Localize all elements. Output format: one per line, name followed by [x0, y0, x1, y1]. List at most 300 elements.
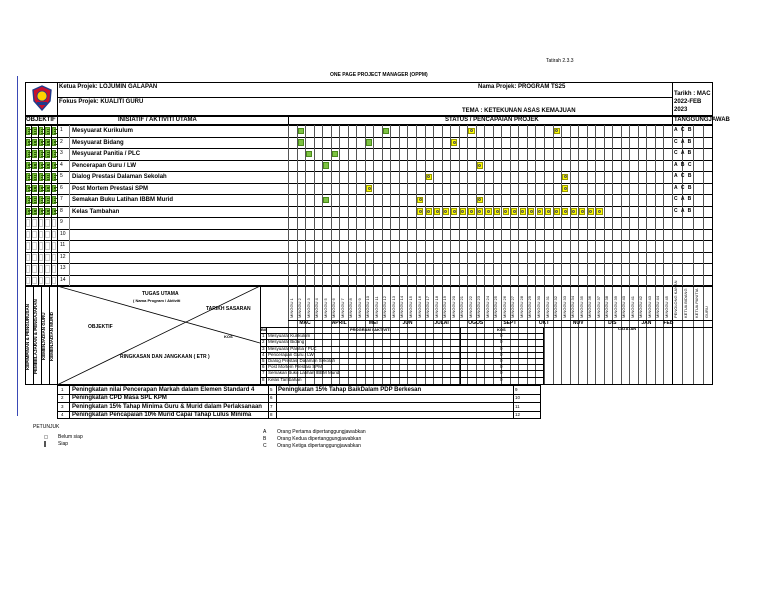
week-label: MINGGU 22 [467, 295, 473, 318]
schedule-pending-mark [537, 208, 543, 215]
schedule-pending-mark [579, 208, 585, 215]
schedule-done-mark [323, 162, 329, 169]
objective-mark [52, 139, 56, 147]
objective-mark [39, 185, 43, 193]
objective-mark [45, 173, 49, 181]
pending-dot-icon [453, 210, 456, 213]
week-label: MINGGU 30 [535, 295, 541, 318]
week-label: MINGGU 45 [663, 295, 669, 318]
week-label: MINGGU 8 [348, 298, 354, 318]
activity-responsibility: C A B [674, 207, 693, 214]
objective-mark [52, 185, 56, 193]
week-label: MINGGU 20 [450, 295, 456, 318]
activity-row-line [25, 275, 713, 276]
objective-label: OBJEKTIF [88, 324, 113, 330]
activity-number: 3 [60, 150, 63, 156]
schedule-pending-mark [511, 208, 517, 215]
week-label: MINGGU 34 [570, 295, 576, 318]
schedule-pending-mark [596, 208, 602, 215]
pending-dot-icon [581, 210, 584, 213]
objective-mark-inner [28, 210, 30, 215]
schedule-pending-mark [477, 208, 483, 215]
objective-mark [26, 185, 30, 193]
schedule-done-mark [383, 128, 389, 135]
left-vertical-div [33, 286, 34, 385]
objective-mark [32, 196, 36, 204]
activity-name: Post Mortem Prestasi SPM [72, 185, 149, 192]
objective-mark [52, 265, 56, 273]
activity-row-line [25, 183, 713, 184]
schedule-pending-mark [443, 208, 449, 215]
objective-mark [39, 265, 43, 273]
objective-mark-inner [41, 187, 43, 192]
activity-name: Pencerapan Guru / LW [72, 162, 137, 169]
cost-row-value: 0 [500, 345, 503, 351]
month-label: NOV [572, 320, 584, 326]
activity-name: Semakan Buku Latihan IBBM Murid [72, 197, 174, 203]
target-num-3: 10 [515, 395, 521, 400]
objective-mark [45, 162, 49, 170]
main-task-label: TUGAS UTAMA [142, 291, 179, 297]
schedule-pending-mark [494, 208, 500, 215]
objective-mark-inner [47, 175, 49, 180]
week-label: MINGGU 33 [561, 295, 567, 318]
pending-dot-icon [572, 210, 575, 213]
week-label: MINGGU 25 [493, 295, 499, 318]
schedule-pending-mark [468, 208, 474, 215]
week-label: MINGGU 24 [484, 295, 490, 318]
cost-row-name: Mesyuarat Panitia / PLC [268, 345, 317, 351]
objective-mark-inner [47, 164, 49, 169]
pending-dot-icon [538, 210, 541, 213]
cost-row-num: 1 [262, 333, 265, 339]
week-label: MINGGU 37 [595, 295, 601, 318]
objective-mark-inner [41, 141, 43, 146]
objective-mark [32, 277, 36, 285]
objective-mark-inner [47, 198, 49, 203]
project-name: Nama Projek: PROGRAM TS25 [478, 84, 566, 90]
col-div-1 [57, 116, 58, 125]
objective-mark-inner [41, 210, 43, 215]
page-margin-line [17, 76, 18, 416]
schedule-pending-mark [417, 197, 423, 204]
objective-mark [32, 265, 36, 273]
schedule-pending-mark [528, 208, 534, 215]
objective-mark [45, 265, 49, 273]
objective-mark-inner [54, 175, 56, 180]
cost-row-name: Pencerapan Guru / LW [268, 351, 314, 357]
objective-mark [45, 231, 49, 239]
target-text-2: Peningkatan 15% Tahap BaikDalam PDP Berkesan [278, 386, 422, 393]
objective-mark [26, 173, 30, 181]
schedule-pending-mark [562, 185, 568, 192]
activity-number: 8 [60, 207, 63, 214]
cost-row-name: Semakan Buku Latihan IBBM Murid [268, 370, 340, 376]
pending-dot-icon [496, 210, 499, 213]
objective-mark [32, 219, 36, 227]
objective-mark [52, 219, 56, 227]
pending-dot-icon [427, 175, 430, 178]
objective-mark [39, 242, 43, 250]
objective-mark [39, 277, 43, 285]
cost-row-num: 3 [262, 345, 265, 351]
schedule-done-mark [332, 151, 338, 158]
target-num-3: 11 [515, 403, 520, 409]
objective-mark-inner [54, 164, 56, 169]
target-num: 4 [61, 412, 64, 417]
schedule-pending-mark [417, 208, 423, 215]
activity-number: 9 [60, 219, 63, 225]
project-date: Tarikh : MAC 2022-FEB 2023 [674, 91, 711, 113]
resp-header-label: PENOLONG KANAN [673, 280, 678, 318]
week-label: MINGGU 19 [442, 295, 448, 318]
legend-done-swatch [44, 441, 46, 447]
objective-mark-inner [47, 129, 49, 134]
week-label: MINGGU 23 [476, 295, 482, 318]
cost-row-num: 6 [262, 364, 265, 370]
objective-mark [26, 196, 30, 204]
activity-number: 2 [60, 138, 63, 145]
schedule-pending-mark [485, 208, 491, 215]
pending-dot-icon [547, 210, 550, 213]
pending-dot-icon [555, 129, 558, 132]
objective-mark-inner [34, 187, 36, 192]
left-vertical-label: KEMENJADIAN MURID [49, 312, 54, 362]
objective-mark-inner [47, 152, 49, 157]
cost-row-value: 0 [500, 364, 503, 370]
target-num: 1 [61, 386, 64, 392]
schedule-pending-mark [460, 208, 466, 215]
objective-mark-inner [34, 164, 36, 169]
month-label: MEI [368, 320, 378, 326]
week-label: MINGGU 27 [510, 295, 516, 318]
objective-mark [26, 277, 30, 285]
cost-row-num: 2 [262, 339, 265, 345]
week-label: MINGGU 44 [655, 295, 661, 318]
activity-responsibility: C A B [674, 150, 693, 156]
header-divider-row [57, 97, 672, 98]
pending-dot-icon [564, 175, 567, 178]
cost-row-name: Mesyuarat Kurikulum [268, 333, 311, 339]
legend-code-c: C [263, 443, 267, 449]
cost-row-num: 5 [262, 358, 265, 363]
month-label: JULAI [434, 320, 449, 326]
header-divider-logo [57, 82, 58, 116]
objective-mark [45, 139, 49, 147]
left-vertical-div [49, 286, 50, 385]
objective-mark-inner [28, 175, 30, 180]
objective-mark [32, 208, 36, 216]
schedule-pending-mark [545, 208, 551, 215]
week-label: MINGGU 43 [646, 295, 652, 318]
week-label: MINGGU 9 [356, 298, 362, 318]
cost-row-name: Dialog Prestasi Dalaman Sekolah [268, 358, 336, 363]
cost-row-value: 0 [500, 351, 503, 357]
month-label: DIS [608, 320, 617, 326]
cost-head-program: PROGRAM / AKTIVITI [350, 327, 391, 332]
activity-number: 10 [60, 230, 66, 237]
week-label: MINGGU 12 [382, 295, 388, 318]
objective-mark-inner [34, 175, 36, 180]
objective-mark [52, 231, 56, 239]
objective-mark [52, 196, 56, 204]
objective-mark [52, 127, 56, 135]
schedule-pending-mark [588, 208, 594, 215]
cost-head-num: Bil [261, 327, 267, 332]
week-label: MINGGU 2 [297, 298, 303, 318]
schedule-pending-mark [571, 208, 577, 215]
target-text: Peningkatan 15% Tahap Minima Guru & Murid dalam Perlaksanaan [72, 403, 262, 410]
week-label: MINGGU 31 [544, 295, 550, 318]
activity-row-line [25, 252, 713, 253]
activity-number: 4 [60, 161, 63, 168]
objective-mark [39, 150, 43, 158]
school-logo [31, 85, 53, 111]
target-num-2: 5 [270, 386, 273, 392]
doc-title: ONE PAGE PROJECT MANAGER (OPPM) [330, 72, 428, 78]
objective-mark-inner [28, 141, 30, 146]
week-label: MINGGU 29 [527, 295, 533, 318]
week-label: MINGGU 11 [373, 296, 379, 318]
schedule-pending-mark [554, 208, 560, 215]
objective-mark [39, 196, 43, 204]
activity-row-line [25, 206, 713, 207]
schedule-done-mark [298, 128, 304, 135]
pending-dot-icon [478, 198, 481, 201]
objective-mark-inner [54, 141, 56, 146]
schedule-pending-mark [426, 174, 432, 181]
week-label: MINGGU 32 [553, 295, 559, 318]
pending-dot-icon [419, 210, 422, 213]
objective-mark [45, 185, 49, 193]
month-label: MAC [299, 320, 311, 326]
week-label: MINGGU 3 [305, 298, 311, 318]
target-num-2: 7 [270, 403, 273, 409]
activity-number: 7 [60, 196, 63, 202]
cost-row-num: 7 [262, 370, 265, 376]
schedule-done-mark [298, 139, 304, 146]
legend-code-c-text: Orang Ketiga dipertanggungjawabkan [277, 443, 361, 449]
pending-dot-icon [487, 210, 490, 213]
objective-mark [52, 150, 56, 158]
week-label: MINGGU 15 [407, 295, 413, 318]
objective-mark [45, 254, 49, 262]
schedule-done-mark [366, 139, 372, 146]
legend-title: PETUNJUK [33, 424, 60, 430]
target-text: Peningkatan nilai Pencerapan Markah dalam Elemen Standard 4 [72, 386, 255, 393]
schedule-pending-mark [366, 185, 372, 192]
objective-mark [26, 139, 30, 147]
target-num-3: 12 [515, 412, 521, 417]
objective-mark [39, 219, 43, 227]
cost-row-value: 0 [500, 370, 503, 376]
week-label: MINGGU 40 [621, 295, 627, 318]
activity-name: Dialog Prestasi Dalaman Sekolah [72, 174, 167, 180]
activity-number: 11 [60, 242, 66, 248]
objective-mark [52, 254, 56, 262]
week-label: MINGGU 26 [501, 295, 507, 318]
objective-mark [26, 127, 30, 135]
objective-mark [32, 231, 36, 239]
col-div-2 [288, 116, 289, 125]
pending-dot-icon [555, 210, 558, 213]
week-label: MINGGU 35 [578, 295, 584, 318]
cost-row-value: 0 [500, 339, 503, 345]
pending-dot-icon [530, 210, 533, 213]
activity-number: 6 [60, 184, 63, 191]
resp-header-label: KETUA PANITIA [693, 288, 699, 318]
week-label: MINGGU 1 [288, 298, 294, 318]
pending-dot-icon [368, 187, 371, 190]
objective-mark-inner [28, 164, 30, 169]
week-label: MINGGU 4 [314, 298, 320, 318]
activity-row-line [25, 217, 713, 218]
objective-mark [45, 219, 49, 227]
activity-row-line [25, 240, 713, 241]
activity-number: 1 [60, 127, 63, 133]
activity-responsibility: A C B [674, 173, 693, 179]
objective-mark [39, 231, 43, 239]
cost-row-num: 4 [262, 351, 265, 357]
week-label: MINGGU 6 [331, 298, 337, 318]
pending-dot-icon [521, 210, 524, 213]
legend-pending-label: Belum siap [58, 434, 83, 440]
objective-mark [32, 254, 36, 262]
activity-number: 14 [60, 276, 66, 283]
objective-mark-inner [34, 141, 36, 146]
responsibility-header: TANGGUNGJAWAB [674, 117, 730, 123]
objective-mark [32, 127, 36, 135]
week-label: MINGGU 28 [518, 295, 524, 318]
month-label: FEB [663, 320, 674, 326]
schedule-pending-mark [503, 208, 509, 215]
objective-mark-inner [28, 129, 30, 134]
kos-label: KOS [224, 334, 233, 339]
legend-pending-swatch [44, 435, 48, 439]
pending-dot-icon [461, 210, 464, 213]
week-label: MINGGU 21 [459, 295, 465, 318]
left-vertical-label: KEPIMPINAN & PENGURUSAN [25, 303, 30, 370]
project-leader: Ketua Projek: LOJUMIN GALAPAN [59, 84, 158, 90]
target-text: Peningkatan Pencapaian 10% Murid Capai Tahap Lulus Minima [72, 412, 252, 418]
objective-mark-inner [34, 129, 36, 134]
objective-mark [52, 277, 56, 285]
objective-mark-inner [41, 152, 43, 157]
activity-number: 12 [60, 253, 66, 260]
activity-responsibility: C A B [674, 138, 693, 145]
objective-mark-inner [54, 198, 56, 203]
month-label: SEPT [503, 320, 517, 326]
objective-mark-inner [34, 198, 36, 203]
target-num: 3 [61, 403, 64, 409]
objectives-header: OBJEKTIF [26, 117, 56, 123]
cost-row-name: Post Mortem Prestasi SPM [268, 364, 323, 370]
schedule-pending-mark [451, 139, 457, 146]
cost-row-value: 0 [500, 358, 503, 363]
month-label: APRIL [331, 320, 347, 326]
objective-mark [45, 277, 49, 285]
week-label: MINGGU 5 [322, 298, 328, 318]
pending-dot-icon [589, 210, 592, 213]
objective-mark [52, 162, 56, 170]
objective-mark-inner [41, 129, 43, 134]
activity-row-line [25, 160, 713, 161]
target-num-2: 8 [270, 412, 273, 417]
objective-mark [26, 265, 30, 273]
objective-mark-inner [47, 141, 49, 146]
objective-mark-inner [28, 152, 30, 157]
month-label: JUN [402, 320, 413, 326]
activity-row-line [25, 137, 713, 138]
week-label: MINGGU 38 [604, 295, 610, 318]
activity-responsibility: A C B [674, 184, 693, 191]
objective-mark [32, 139, 36, 147]
objective-mark-inner [47, 210, 49, 215]
cost-col-line [543, 327, 544, 385]
schedule-pending-mark [426, 208, 432, 215]
objective-mark-inner [54, 187, 56, 192]
pending-dot-icon [478, 164, 481, 167]
pending-dot-icon [436, 210, 439, 213]
week-label: MINGGU 16 [416, 295, 422, 318]
objective-col-line [57, 125, 58, 286]
objective-mark [26, 150, 30, 158]
pending-dot-icon [470, 129, 473, 132]
summary-label: RINGKASAN DAN JANGKAAN ( ETR ) [120, 354, 210, 360]
week-label: MINGGU 10 [365, 295, 371, 318]
objective-mark [39, 139, 43, 147]
objective-mark-inner [54, 129, 56, 134]
initiative-num-col-line [69, 125, 70, 286]
objective-mark [45, 196, 49, 204]
pending-dot-icon [444, 210, 447, 213]
legend-code-a: A [263, 429, 267, 435]
objective-mark [32, 162, 36, 170]
objective-mark-inner [34, 152, 36, 157]
activity-name: Mesyuarat Bidang [72, 139, 124, 146]
main-task-sub-label: ( Nama Program / Aktiviti [133, 298, 181, 303]
month-row-bottom [260, 327, 713, 328]
pending-dot-icon [427, 210, 430, 213]
objective-mark-inner [41, 164, 43, 169]
objective-mark-inner [41, 175, 43, 180]
legend-code-a-text: Orang Pertama dipertanggungjawabkan [277, 429, 366, 435]
schedule-pending-mark [451, 208, 457, 215]
cost-row-name: Kelas Tambahan [268, 376, 302, 382]
pending-dot-icon [564, 210, 567, 213]
objective-mark [52, 242, 56, 250]
project-theme: TEMA : KETEKUNAN ASAS KEMAJUAN [462, 108, 576, 114]
activity-row-line [25, 194, 713, 195]
objective-mark-inner [28, 187, 30, 192]
cost-row-num: 8 [262, 376, 265, 382]
objective-mark-inner [41, 198, 43, 203]
target-num-2: 6 [270, 395, 273, 400]
objective-mark [32, 242, 36, 250]
month-label: OGOS [468, 320, 484, 326]
week-label: MINGGU 13 [390, 295, 396, 318]
month-label: OKT [538, 320, 550, 326]
month-label: JAN [641, 320, 652, 326]
objective-mark-inner [34, 210, 36, 215]
activity-name: Kelas Tambahan [72, 208, 120, 215]
objective-mark-inner [28, 198, 30, 203]
objective-mark [26, 208, 30, 216]
objective-mark [32, 150, 36, 158]
pending-dot-icon [470, 210, 473, 213]
pending-dot-icon [504, 210, 507, 213]
schedule-pending-mark [477, 162, 483, 169]
